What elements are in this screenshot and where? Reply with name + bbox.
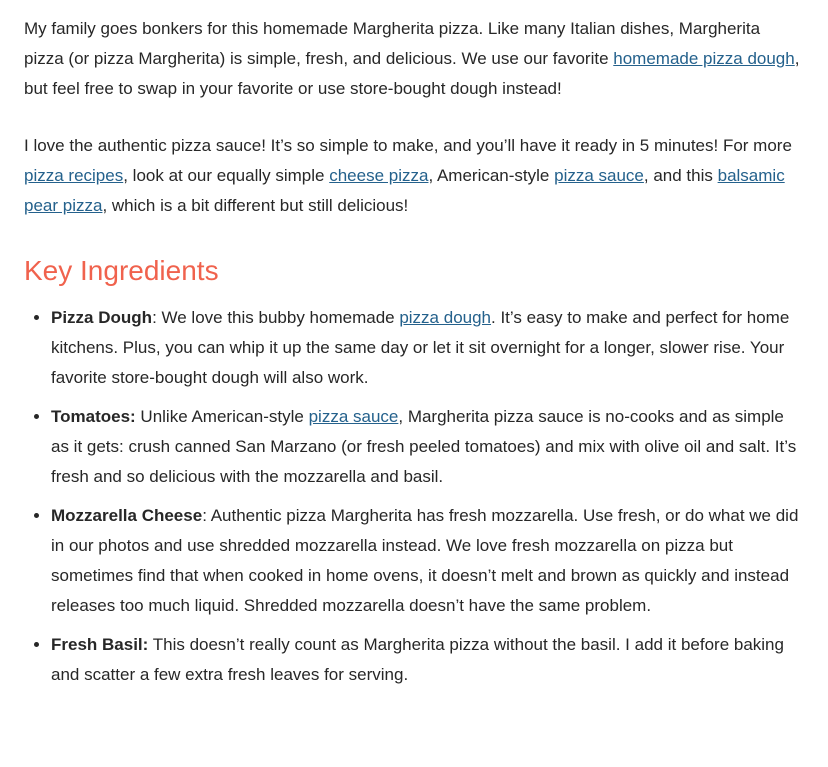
key-ingredients-heading: Key Ingredients	[24, 255, 219, 286]
ingredient-item-tomatoes: • Tomatoes: Unlike American-style pizza sauce, Margherita pizza sauce is no-cooks and as simple as it gets: crush canned San Marzano (or fresh peeled tomatoes) and mix with olive oil and salt. It’s fresh and so delicious with the mozzarella and basil.	[51, 402, 804, 492]
ingredient-label: Pizza Dough	[51, 308, 153, 327]
ingredient-item-fresh-basil: • Fresh Basil: This doesn’t really count as Margherita pizza without the basil. I add it before baking and scatter a few extra fresh leaves for serving.	[51, 630, 804, 690]
ingredient-item-pizza-dough: • Pizza Dough: We love this bubby homemade pizza dough. It’s easy to make and perfect for home kitchens. Plus, you can whip it up the same day or let it sit overnight for a longer, slower rise. Your favorite store-bought dough will also work.	[51, 303, 804, 393]
ingredient-item-mozzarella-cheese: • Mozzarella Cheese: Authentic pizza Margherita has fresh mozzarella. Use fresh, or do what we did in our photos and use shredded mozzarella instead. We love fresh mozzarella on pizza but sometimes find that when cooked in home ovens, it doesn’t melt and brown as quickly and instead releases too much liquid. Shredded mozzarella doesn’t have the same problem.	[51, 501, 804, 621]
pizza-dough-link[interactable]: pizza dough	[399, 308, 492, 327]
ingredient-label: Tomatoes:	[51, 407, 136, 426]
cheese-pizza-link[interactable]: cheese pizza	[329, 166, 429, 185]
pizza-sauce-link[interactable]: pizza sauce	[554, 166, 644, 185]
american-pizza-sauce-link[interactable]: pizza sauce	[308, 407, 399, 426]
pizza-recipes-link[interactable]: pizza recipes	[24, 166, 124, 185]
intro-paragraph-2: I love the authentic pizza sauce! It’s so simple to make, and you’ll have it ready in 5 minutes! For more pizza recipes, look at our equally simple cheese pizza, American-style pizza sauce, and this balsamic pear pizza, which is a bit different but still delicious!	[24, 136, 792, 215]
intro-paragraph-1: My family goes bonkers for this homemade Margherita pizza. Like many Italian dishes, Margherita pizza (or pizza Margherita) is simple, fresh, and delicious. We use our favorite homemade pizza dough, but feel free to swap in your favorite or use store-bought dough instead!	[24, 19, 800, 98]
homemade-pizza-dough-link[interactable]: homemade pizza dough	[613, 49, 795, 68]
ingredient-label: Fresh Basil:	[51, 635, 149, 654]
balsamic-pear-pizza-link[interactable]: balsamic pear pizza	[24, 166, 785, 215]
key-ingredients-list	[24, 303, 804, 690]
ingredient-label: Mozzarella Cheese	[51, 506, 203, 525]
